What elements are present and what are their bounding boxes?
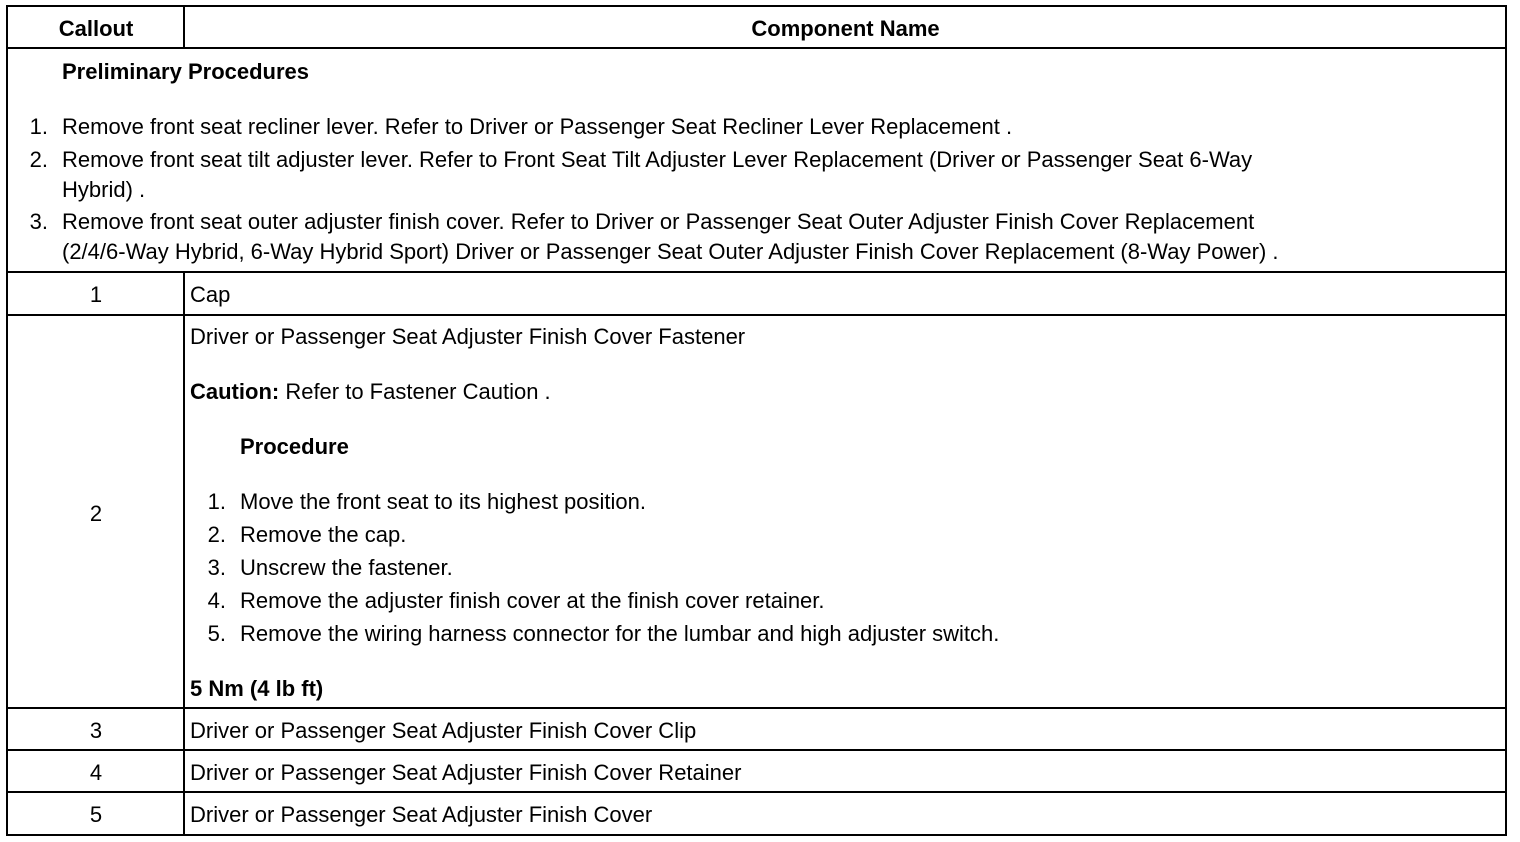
row-divider (8, 271, 1505, 273)
prelim-step-text: (2/4/6-Way Hybrid, 6-Way Hybrid Sport) Driver or Passenger Seat Outer Adjuster Finish Cover Replacement (8-Way Power) . (62, 239, 1279, 264)
procedure-step-text: Remove the cap. (240, 522, 407, 547)
procedure-step-number: 1. (207, 489, 226, 514)
component-name: Driver or Passenger Seat Adjuster Finish Cover (190, 802, 653, 827)
procedure-step-text: Move the front seat to its highest position. (240, 489, 647, 514)
row-divider (8, 47, 1505, 49)
prelim-step-text: Remove front seat tilt adjuster lever. Refer to Front Seat Tilt Adjuster Lever Replacement (Driver or Passenger Seat 6-Way (62, 147, 1253, 172)
caution-label: Caution: (190, 379, 280, 404)
component-name: Driver or Passenger Seat Adjuster Finish Cover Fastener (190, 324, 746, 349)
prelim-step-number: 1. (29, 114, 48, 139)
callout-number: 1 (89, 282, 103, 307)
callout-number: 4 (89, 760, 103, 785)
procedure-step-text: Unscrew the fastener. (240, 555, 453, 580)
header-divider (183, 7, 185, 49)
prelim-step-number: 3. (29, 209, 48, 234)
torque-spec: 5 Nm (4 lb ft) (190, 676, 324, 701)
row-divider (8, 314, 1505, 316)
row-divider (8, 749, 1505, 751)
prelim-step-number: 2. (29, 147, 48, 172)
callout-table (6, 5, 1507, 836)
component-name: Driver or Passenger Seat Adjuster Finish Cover Clip (190, 718, 697, 743)
procedure-step-text: Remove the adjuster finish cover at the finish cover retainer. (240, 588, 825, 613)
callout-number: 3 (89, 718, 103, 743)
procedure-step-number: 4. (207, 588, 226, 613)
callout-number: 5 (89, 802, 103, 827)
callout-number: 2 (89, 501, 103, 526)
caution-note (190, 379, 551, 405)
procedure-title: Procedure (240, 434, 349, 459)
header-callout: Callout (58, 16, 134, 41)
row-divider (8, 707, 1505, 709)
header-component-name: Component Name (751, 16, 940, 41)
component-name: Cap (190, 282, 231, 307)
procedure-step-text: Remove the wiring harness connector for the lumbar and high adjuster switch. (240, 621, 1000, 646)
prelim-step-text: Hybrid) . (62, 177, 146, 202)
preliminary-procedures-title: Preliminary Procedures (62, 59, 310, 84)
row-divider (8, 791, 1505, 793)
procedure-step-number: 2. (207, 522, 226, 547)
column-divider (183, 273, 185, 836)
prelim-step-text: Remove front seat outer adjuster finish cover. Refer to Driver or Passenger Seat Outer Adjuster Finish Cover Replacement (62, 209, 1255, 234)
procedure-step-number: 3. (207, 555, 226, 580)
procedure-step-number: 5. (207, 621, 226, 646)
caution-text: Refer to Fastener Caution . (279, 379, 551, 404)
component-name: Driver or Passenger Seat Adjuster Finish Cover Retainer (190, 760, 742, 785)
prelim-step-text: Remove front seat recliner lever. Refer to Driver or Passenger Seat Recliner Lever Replacement . (62, 114, 1013, 139)
